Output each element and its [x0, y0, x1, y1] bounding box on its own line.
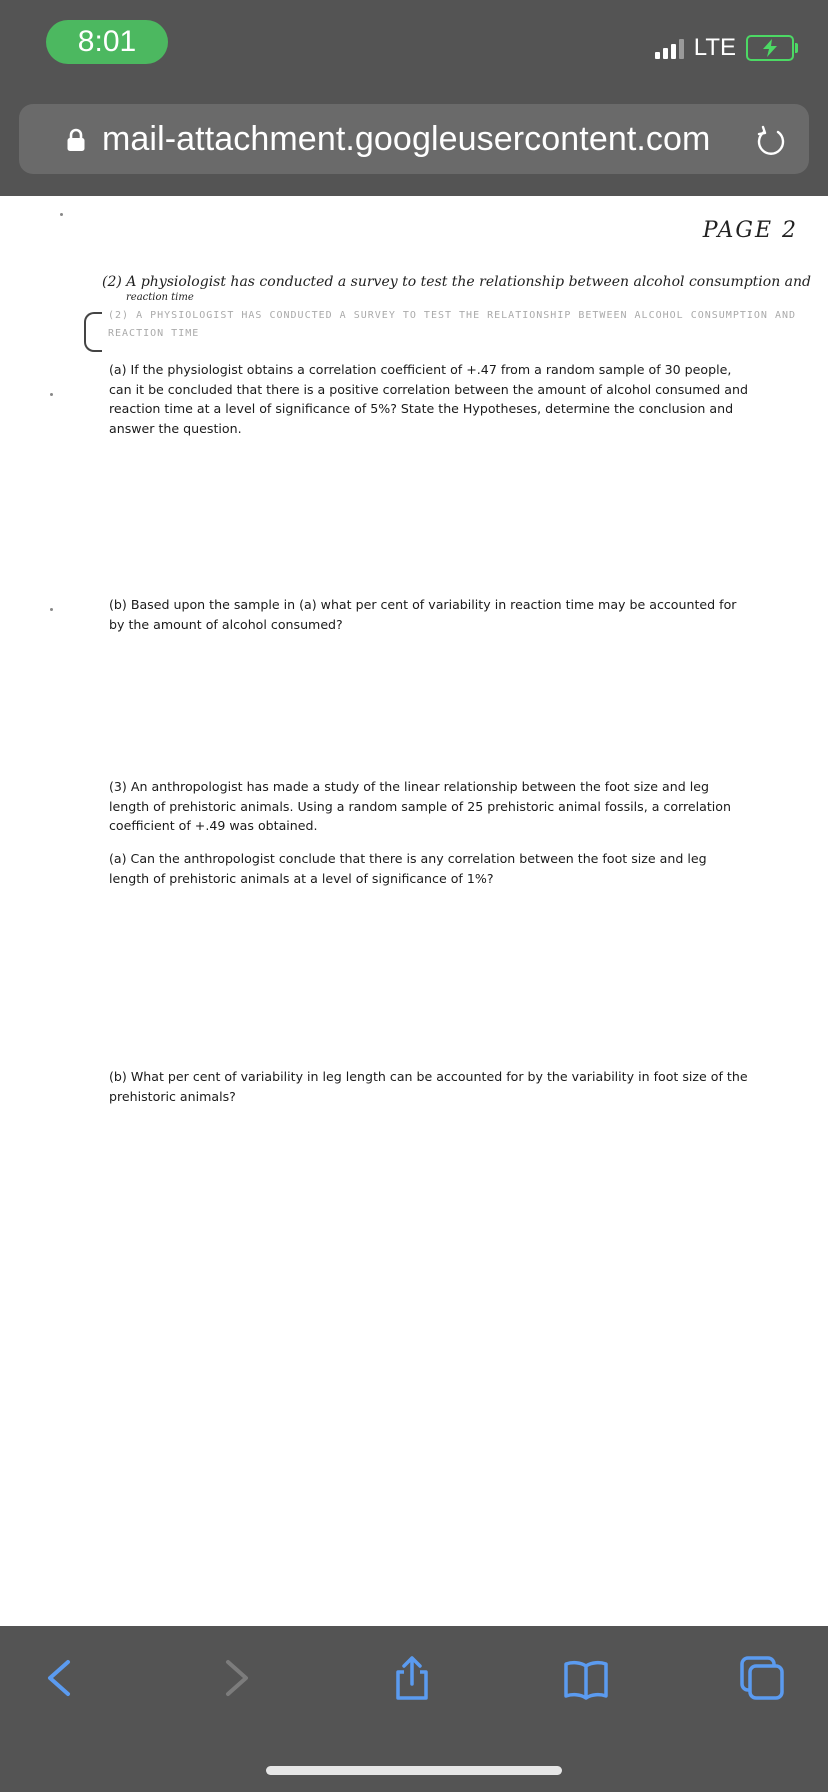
scan-speck — [60, 213, 63, 216]
faint-printed-line-2: REACTION TIME — [108, 328, 200, 339]
lock-icon — [66, 128, 86, 152]
url-text[interactable]: mail-attachment.googleusercontent.com — [102, 120, 711, 158]
signal-icon — [655, 37, 684, 59]
scan-speck — [50, 608, 53, 611]
question-3a: (a) Can the anthropologist conclude that there is any correlation between the foot size and leg length of prehistoric animals at a level of significance of 1%? — [109, 851, 707, 886]
status-indicators — [655, 34, 794, 62]
home-indicator[interactable] — [266, 1766, 562, 1775]
network-type: LTE — [693, 34, 736, 61]
bookmarks-icon[interactable] — [562, 1654, 610, 1702]
page-label: PAGE 2 — [702, 218, 798, 243]
question-2a: (a) If the physiologist obtains a correlation coefficient of +.47 from a random sample of 30 people, can it be concluded that there is a positive correlation between the amount of alcohol consumed and reaction time at a level of significance of 5%? State the Hypotheses, determine the conclusion and answer the question. — [109, 362, 748, 436]
handwritten-line-1: (2) A physiologist has conducted a survey to test the relationship between alcohol consumption and — [102, 274, 812, 290]
forward-icon[interactable] — [212, 1654, 260, 1702]
question-3: (3) An anthropologist has made a study of the linear relationship between the foot size and leg length of prehistoric animals. Using a random sample of 25 prehistoric animal fossils, a correlation coefficient of +.49 was obtained. — [109, 779, 731, 833]
battery-charging-icon — [746, 35, 794, 61]
question-2b: (b) Based upon the sample in (a) what per cent of variability in reaction time may be accounted for by the amount of alcohol consumed? — [109, 597, 737, 632]
status-time[interactable]: 8:01 — [46, 20, 168, 64]
share-icon[interactable] — [388, 1654, 436, 1702]
handwritten-line-2: reaction time — [126, 292, 194, 303]
reload-icon[interactable] — [754, 124, 788, 158]
faint-printed-line-1: (2) A PHYSIOLOGIST HAS CONDUCTED A SURVEY TO TEST THE RELATIONSHIP BETWEEN ALCOHOL CONSUMPTION AND — [108, 310, 797, 321]
scan-speck — [50, 393, 53, 396]
tabs-icon[interactable] — [738, 1654, 786, 1702]
back-icon[interactable] — [36, 1654, 84, 1702]
question-3b: (b) What per cent of variability in leg length can be accounted for by the variability in foot size of the prehistoric animals? — [109, 1069, 748, 1104]
handwritten-question-2 — [102, 274, 812, 303]
handwritten-bracket — [84, 312, 102, 352]
